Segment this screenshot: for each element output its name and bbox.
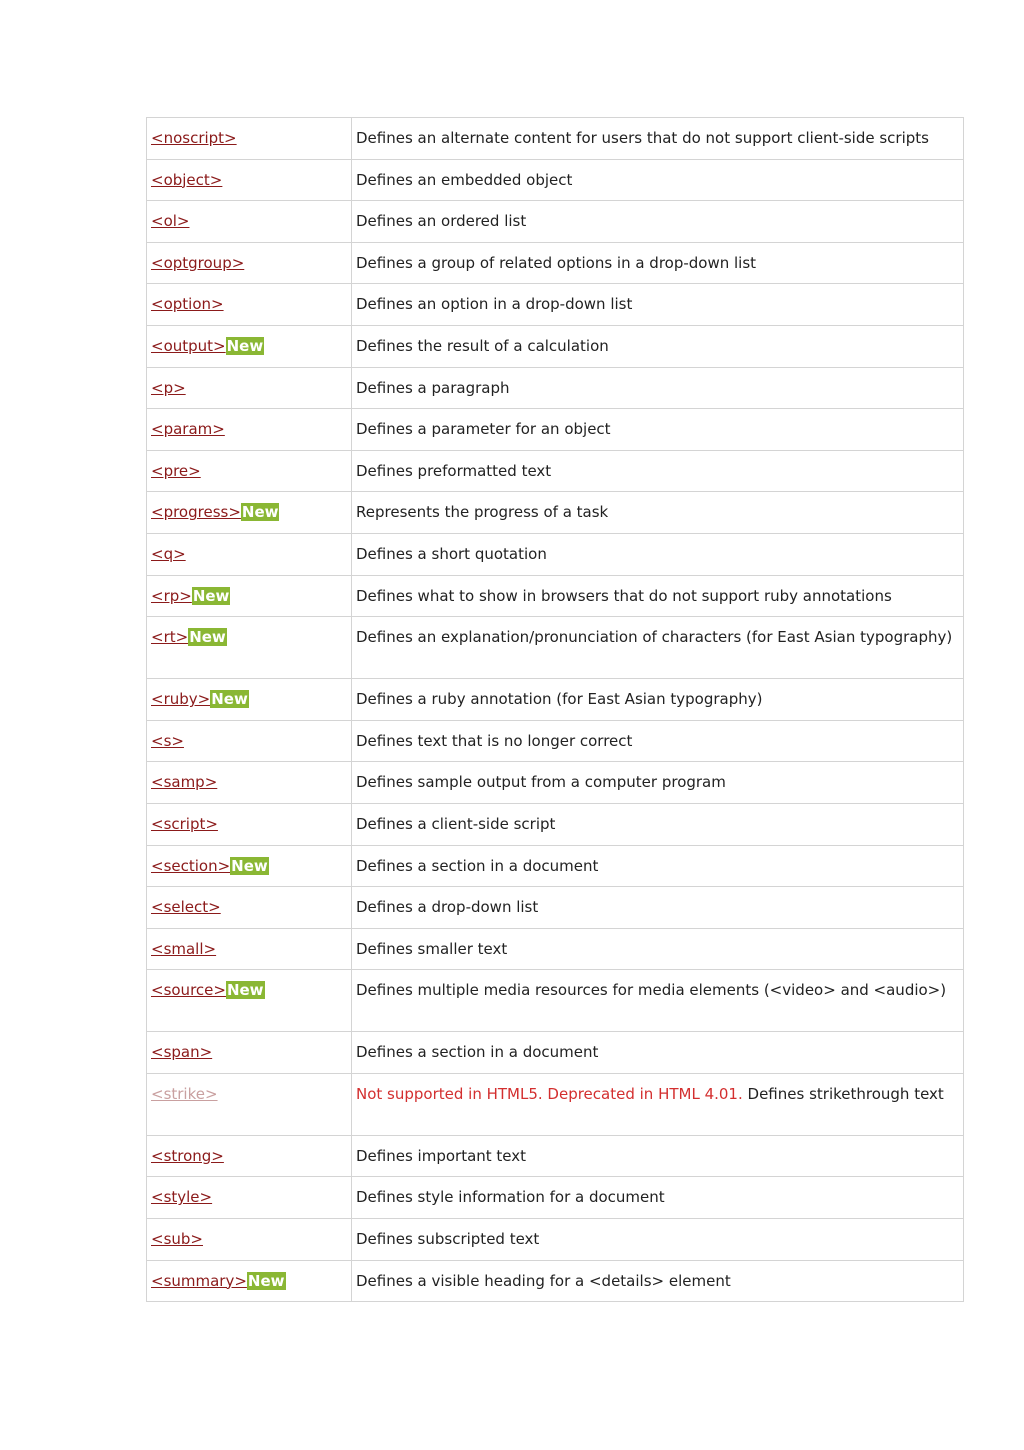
- description-text: Defines subscripted text: [356, 1230, 540, 1249]
- table-row: [147, 284, 964, 326]
- description-cell: [352, 928, 964, 970]
- table-row: [147, 887, 964, 929]
- description-cell: [352, 575, 964, 617]
- description-text: Defines text that is no longer correct: [356, 731, 633, 750]
- table-row: [147, 803, 964, 845]
- table-body: [147, 118, 964, 1302]
- tag-cell: [147, 325, 352, 367]
- tag-link[interactable]: <noscript>: [151, 129, 237, 147]
- tag-link[interactable]: <optgroup>: [151, 253, 245, 272]
- tag-cell: [147, 1260, 352, 1302]
- tag-link[interactable]: <samp>: [151, 773, 218, 792]
- description-cell: [352, 325, 964, 367]
- description-cell: [352, 1177, 964, 1219]
- table-row: [147, 1135, 964, 1177]
- table-row: [147, 325, 964, 367]
- tag-cell: [147, 762, 352, 804]
- description-text: Defines a section in a document: [356, 1043, 599, 1062]
- description-cell: [352, 970, 964, 1032]
- tag-link[interactable]: <summary>: [151, 1271, 247, 1290]
- tag-cell: [147, 159, 352, 201]
- table-row: [147, 720, 964, 762]
- description-text: Represents the progress of a task: [356, 503, 609, 522]
- new-badge: New: [192, 586, 230, 605]
- new-badge: New: [226, 336, 264, 355]
- table-row: [147, 533, 964, 575]
- description-text: Defines the result of a calculation: [356, 336, 609, 355]
- new-badge: New: [247, 1271, 285, 1290]
- table-row: [147, 409, 964, 451]
- tag-link[interactable]: <select>: [151, 898, 221, 917]
- description-cell: [352, 201, 964, 243]
- table-row: [147, 159, 964, 201]
- description-text: Defines a client-side script: [356, 814, 556, 833]
- tag-cell: [147, 720, 352, 762]
- tag-link[interactable]: <script>: [151, 814, 218, 833]
- tag-link[interactable]: <s>: [151, 731, 184, 750]
- tag-link[interactable]: <small>: [151, 939, 217, 958]
- description-text: Defines an alternate content for users that do not support client-side scripts: [356, 129, 929, 147]
- tag-cell: [147, 575, 352, 617]
- description-text: Defines important text: [356, 1146, 527, 1165]
- table-row: [147, 575, 964, 617]
- table-row: [147, 242, 964, 284]
- new-badge: New: [211, 690, 248, 709]
- tag-cell: [147, 1219, 352, 1261]
- description-text: Defines an explanation/pronunciation of characters (for East Asian typography): [356, 628, 953, 647]
- description-cell: [352, 803, 964, 845]
- tag-cell: [147, 533, 352, 575]
- description-cell: [352, 1032, 964, 1074]
- tag-cell: [147, 845, 352, 887]
- table-row: [147, 118, 964, 160]
- tag-cell: [147, 284, 352, 326]
- tag-link[interactable]: <output>: [151, 336, 226, 355]
- description-cell: [352, 242, 964, 284]
- description-text: Defines a paragraph: [356, 378, 510, 397]
- table-row: [147, 1219, 964, 1261]
- description-cell: [352, 533, 964, 575]
- table-row: [147, 762, 964, 804]
- tag-link[interactable]: <rt>: [151, 628, 189, 647]
- description-cell: [352, 762, 964, 804]
- description-cell: [352, 1073, 964, 1135]
- tag-cell: [147, 201, 352, 243]
- description-text: Defines a parameter for an object: [356, 420, 611, 439]
- tag-link[interactable]: <object>: [151, 170, 223, 189]
- tag-link[interactable]: <pre>: [151, 461, 201, 480]
- description-text: Defines style information for a document: [356, 1188, 665, 1207]
- tag-link[interactable]: <strike>: [151, 1084, 218, 1103]
- tag-link[interactable]: <ruby>: [151, 690, 211, 709]
- description-cell: [352, 492, 964, 534]
- description-cell: [352, 1219, 964, 1261]
- description-text: Defines a drop-down list: [356, 898, 539, 917]
- tag-link[interactable]: <section>: [151, 856, 231, 875]
- description-text: Defines a section in a document: [356, 856, 599, 875]
- table-row: [147, 1073, 964, 1135]
- tag-cell: [147, 617, 352, 679]
- tag-cell: [147, 1177, 352, 1219]
- deprecation-warning: Not supported in HTML5. Deprecated in HTML 4.01.: [356, 1084, 743, 1103]
- table-row: [147, 1177, 964, 1219]
- table-row: [147, 970, 964, 1032]
- tag-link[interactable]: <span>: [151, 1043, 213, 1062]
- description-text: Defines preformatted text: [356, 461, 552, 480]
- tag-cell: [147, 118, 352, 160]
- description-text: Defines multiple media resources for media elements (<video> and <audio>): [356, 981, 947, 1000]
- tag-link[interactable]: <param>: [151, 420, 225, 439]
- tag-link[interactable]: <source>: [151, 981, 226, 1000]
- table-row: [147, 679, 964, 721]
- tag-cell: [147, 1073, 352, 1135]
- tag-link[interactable]: <strong>: [151, 1146, 224, 1165]
- tag-cell: [147, 1135, 352, 1177]
- tag-link[interactable]: <p>: [151, 378, 186, 397]
- description-text: Defines a visible heading for a <details> element: [356, 1271, 731, 1290]
- tag-cell: [147, 367, 352, 409]
- description-cell: [352, 367, 964, 409]
- description-cell: [352, 1260, 964, 1302]
- description-cell: [352, 1135, 964, 1177]
- description-text: Defines a short quotation: [356, 544, 547, 563]
- tag-cell: [147, 887, 352, 929]
- tag-cell: [147, 803, 352, 845]
- tag-cell: [147, 1032, 352, 1074]
- description-cell: [352, 679, 964, 721]
- tag-cell: [147, 928, 352, 970]
- description-cell: [352, 887, 964, 929]
- description-text: Defines a group of related options in a drop-down list: [356, 253, 757, 272]
- description-cell: [352, 284, 964, 326]
- tag-link[interactable]: <sub>: [151, 1230, 203, 1249]
- table-row: [147, 492, 964, 534]
- description-cell: [352, 845, 964, 887]
- description-text: Defines strikethrough text: [747, 1084, 944, 1103]
- tag-link[interactable]: <rp>: [151, 586, 192, 605]
- tag-link[interactable]: <q>: [151, 544, 186, 563]
- table-row: [147, 617, 964, 679]
- new-badge: New: [189, 628, 226, 647]
- table-row: [147, 1260, 964, 1302]
- tag-cell: [147, 492, 352, 534]
- table-row: [147, 928, 964, 970]
- description-text: Defines a ruby annotation (for East Asian typography): [356, 690, 763, 709]
- description-text: Defines an option in a drop-down list: [356, 295, 633, 314]
- new-badge: New: [226, 981, 264, 1000]
- description-cell: [352, 617, 964, 679]
- tag-link[interactable]: <progress>: [151, 503, 241, 522]
- tag-cell: [147, 409, 352, 451]
- description-cell: [352, 118, 964, 160]
- description-text: Defines an ordered list: [356, 212, 527, 231]
- description-text: Defines smaller text: [356, 939, 508, 958]
- description-text: Defines what to show in browsers that do not support ruby annotations: [356, 586, 892, 605]
- tag-link[interactable]: <ol>: [151, 212, 190, 231]
- description-cell: [352, 720, 964, 762]
- tag-cell: [147, 679, 352, 721]
- new-badge: New: [231, 856, 268, 875]
- table-row: [147, 845, 964, 887]
- description-cell: [352, 450, 964, 492]
- description-cell: [352, 159, 964, 201]
- table-row: [147, 367, 964, 409]
- new-badge: New: [241, 503, 279, 522]
- tag-link[interactable]: <option>: [151, 295, 224, 314]
- element-reference-table: [146, 117, 964, 1302]
- tag-cell: [147, 970, 352, 1032]
- description-text: Defines sample output from a computer program: [356, 773, 726, 792]
- table-row: [147, 201, 964, 243]
- table-row: [147, 450, 964, 492]
- tag-link[interactable]: <style>: [151, 1188, 213, 1207]
- description-text: Defines an embedded object: [356, 170, 573, 189]
- table-row: [147, 1032, 964, 1074]
- description-cell: [352, 409, 964, 451]
- tag-cell: [147, 450, 352, 492]
- tag-cell: [147, 242, 352, 284]
